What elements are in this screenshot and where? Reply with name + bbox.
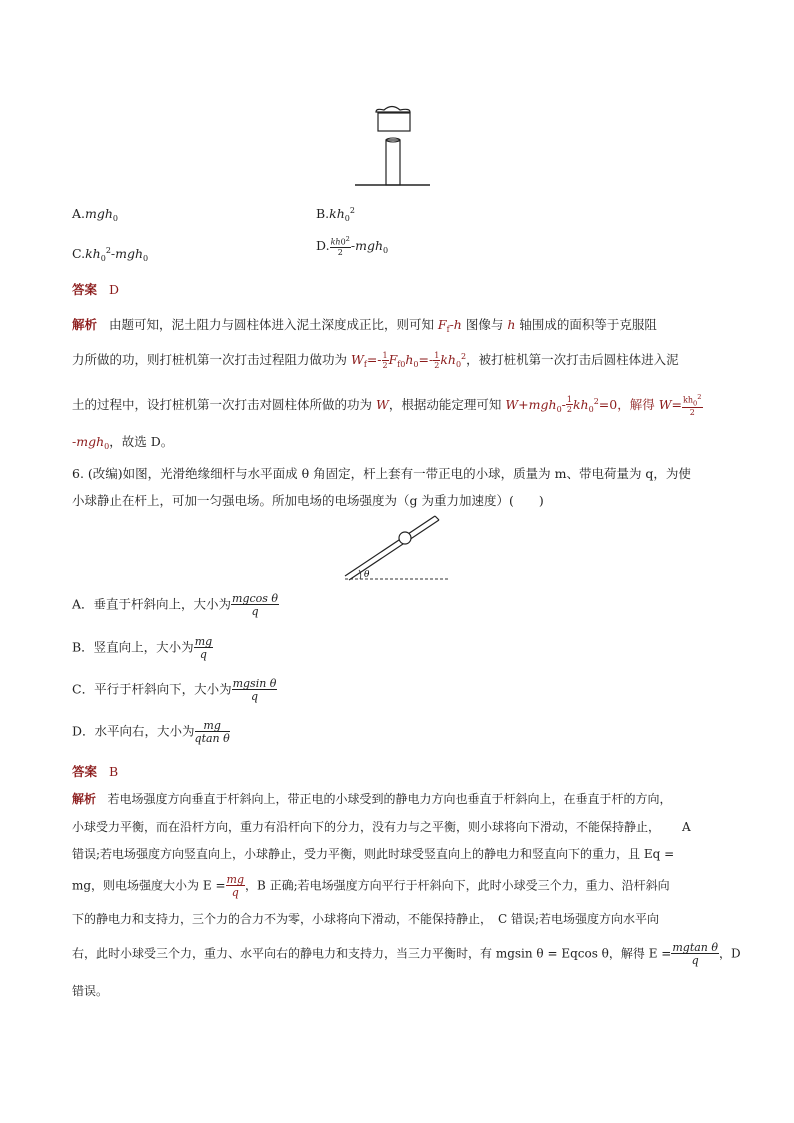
inclined-rod-figure	[340, 510, 455, 585]
q5-analysis-line3: 土的过程中，设打桩机第一次打击对圆柱体所做的功为 W，根据动能定理可知 W+mgh$_0$- $\frac{1}{2}$ $kh_0^2=0$，解得 W= $\frac{kh_0^2}{2}$	[72, 393, 702, 417]
q6-analysis-line4: mg，则电场强度大小为 E = $\frac{mg}{q}$ ，B 正确;若电场强度方向平行于杆斜向下，此时小球受三个力，重力、沿杆斜向	[72, 873, 670, 899]
q5-option-d: D. $\frac{kh0^2}{2}$ -mgh$_0$	[316, 235, 389, 257]
q5-analysis-line4: -mgh$_0$，故选 D。	[72, 434, 174, 451]
q6-option-d: D．水平向右，大小为 $\frac{mg}{\text{qtan θ}}$	[72, 719, 230, 745]
q5-analysis-line1: 解析 由题可知，泥土阻力与圆柱体进入泥土深度成正比，则可知 $F_f-h$ 图像与 h 轴围成的面积等于克服阻	[72, 317, 657, 334]
q6-analysis-line1: 解析 若电场强度方向垂直于杆斜向上，带正电的小球受到的静电力方向也垂直于杆斜向上，在垂直于杆的方向，	[72, 792, 672, 806]
q6-analysis-line7: 错误。	[72, 984, 109, 998]
q6-analysis-line3: 错误;若电场强度方向竖直向上，小球静止，受力平衡，则此时球受竖直向上的静电力和竖直向下的重力，且 Eq =	[72, 847, 675, 861]
q6-option-a: A．垂直于杆斜向上，大小为 $\frac{\text{mgcos θ}}{q}$	[72, 592, 279, 618]
q5-option-c: $C.kh_0^2-mgh_0$	[72, 246, 149, 263]
q5-answer: 答案 D	[72, 282, 119, 297]
q6-option-b: B．竖直向上，大小为 $\frac{mg}{q}$	[72, 635, 213, 661]
q6-stem-line1: 6. (改编)如图，光滑绝缘细杆与水平面成 θ 角固定，杆上套有一带正电的小球，质量为 m、带电荷量为 q，为使	[72, 466, 691, 481]
q6-option-c: C．平行于杆斜向下，大小为 $\frac{\text{mgsin θ}}{q}$	[72, 677, 277, 703]
q5-option-a: A.mgh$_0$	[72, 206, 119, 223]
q5-option-b: $B.kh_0^2$	[316, 206, 355, 223]
theta-label: θ	[364, 570, 370, 580]
q6-stem-line2: 小球静止在杆上，可加一匀强电场。所加电场的电场强度为（g 为重力加速度）( )	[72, 493, 544, 508]
q6-analysis-line5: 下的静电力和支持力，三个力的合力不为零，小球将向下滑动，不能保持静止， C 错误;若电场强度方向水平向	[72, 912, 660, 926]
pile-driver-figure	[350, 100, 440, 190]
q6-answer: 答案 B	[72, 764, 119, 779]
q5-analysis-line2: 力所做的功，则打桩机第一次打击过程阻力做功为 $W_f=-$ $\frac{1}{2}$ $F_{f0}h_0=-$ $\frac{1}{2}$ $kh_0^2$，被打桩机第一次打击后圆柱体进入泥	[72, 350, 679, 370]
q6-analysis-line2: 小球受力平衡，而在沿杆方向，重力有沿杆向下的分力，没有力与之平衡，则小球将向下滑动，不能保持静止， A	[72, 820, 691, 834]
q6-analysis-line6: 右，此时小球受三个力，重力、水平向右的静电力和支持力，当三力平衡时，有 mgsin θ = Eqcos θ，解得 E = $\frac{\text{mgtan θ}}{q}$ ，D	[72, 941, 741, 967]
